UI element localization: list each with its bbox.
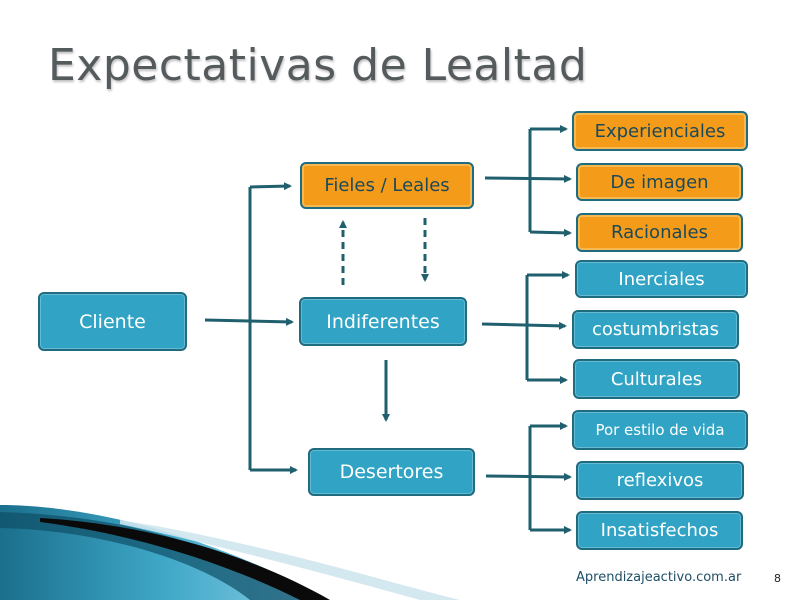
arrow-cliente-fieles bbox=[250, 186, 290, 187]
node-racionales: Racionales bbox=[576, 213, 743, 252]
node-insatisfechos: Insatisfechos bbox=[576, 511, 743, 550]
footer-website: Aprendizajeactivo.com.ar bbox=[576, 570, 742, 585]
page-title: Expectativas de Lealtad bbox=[48, 40, 588, 91]
node-experienciales: Experienciales bbox=[572, 111, 748, 151]
node-fieles-leales: Fieles / Leales bbox=[300, 162, 474, 209]
arrow-fieles-racionales bbox=[530, 232, 570, 233]
node-inerciales: Inerciales bbox=[575, 260, 748, 298]
page-number: 8 bbox=[774, 572, 781, 585]
node-culturales: Culturales bbox=[573, 359, 740, 399]
node-desertores: Desertores bbox=[308, 448, 475, 496]
arrow-desertores-reflexivos bbox=[486, 476, 570, 477]
node-reflexivos: reflexivos bbox=[576, 461, 744, 500]
node-cliente: Cliente bbox=[38, 292, 187, 351]
node-costumbristas: costumbristas bbox=[572, 310, 739, 349]
node-de-imagen: De imagen bbox=[576, 163, 743, 201]
node-por-estilo-de-vida: Por estilo de vida bbox=[572, 410, 748, 450]
arrow-fieles-deimagen bbox=[485, 178, 570, 179]
arrow-indiferentes-costumbristas bbox=[482, 324, 565, 326]
node-indiferentes: Indiferentes bbox=[299, 297, 467, 346]
